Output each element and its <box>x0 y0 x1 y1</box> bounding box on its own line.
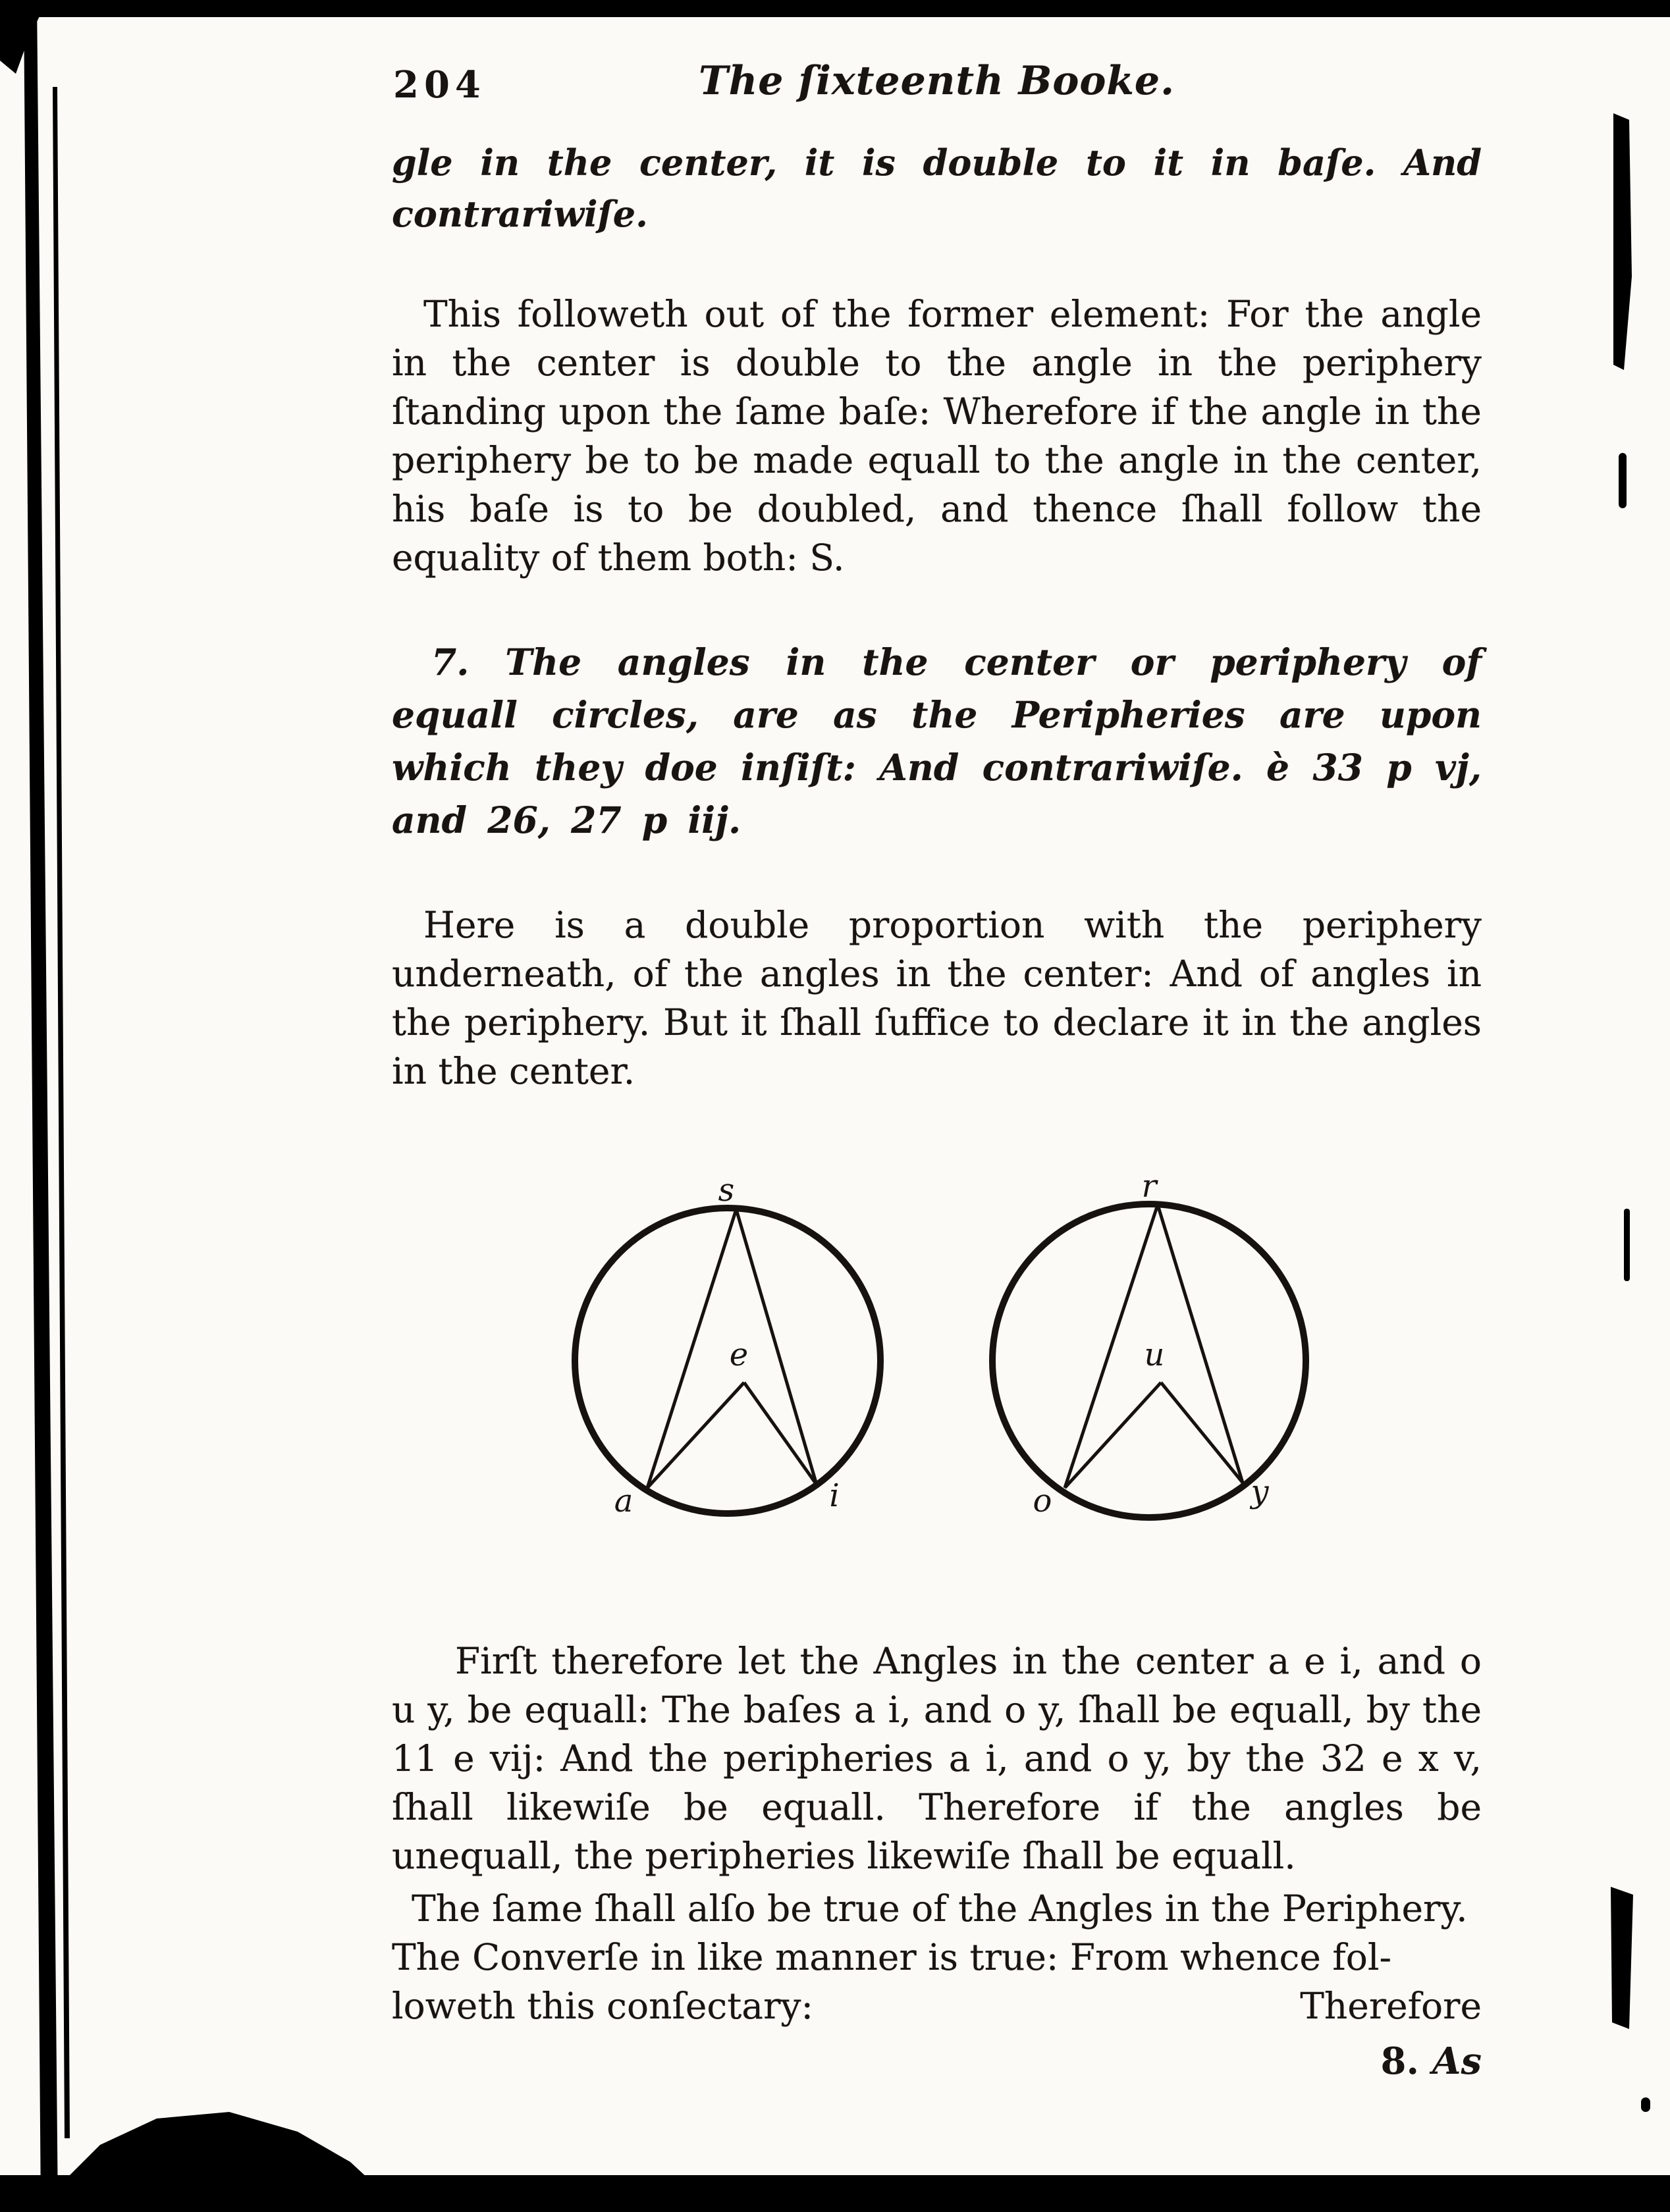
scan-artifact-right-dot <box>1641 2097 1650 2112</box>
left-line-apex-baseleft <box>647 1209 736 1488</box>
diagram-label-y: y <box>1251 1473 1269 1510</box>
left-circle-diagram <box>575 1173 880 1519</box>
text-column <box>392 58 1482 2083</box>
left-line-apex-baseright <box>736 1209 817 1485</box>
paragraph-4-line-3-text: loweth this conſectary: <box>392 1985 813 2027</box>
paragraph-3: Firſt therefore let the Angles in the center a e i, and o u y, be equall: The baſes a i, and o y, ſhall be equall, by the 11 e vij: And the peripheries a i, and o y, by the 32 e x v, ſhall likewiſe be equall. Therefore if the angles be unequall, the peripheries likewiſe ſhall be equall. <box>392 1640 1482 1877</box>
scan-artifact-left-binding-line <box>24 0 58 2212</box>
scan-artifact-top-bar <box>0 0 1670 17</box>
diagram-label-i: i <box>829 1477 840 1514</box>
right-line-apex-baseright <box>1158 1205 1243 1483</box>
catchword <box>392 2040 1482 2083</box>
diagram-label-r: r <box>1141 1173 1157 1205</box>
scan-artifact-bottom-left-blob <box>66 2112 369 2179</box>
diagram-label-u: u <box>1144 1336 1165 1373</box>
left-line-center-baseleft <box>647 1382 744 1488</box>
catchword-word: As <box>1432 2040 1482 2083</box>
paragraph-4-line-1: The ſame ſhall alſo be true of the Angles in the Periphery. <box>412 1887 1468 1930</box>
page-header <box>392 58 1482 115</box>
right-circle-diagram <box>992 1173 1306 1519</box>
scan-artifact-bottom-bar <box>0 2175 1670 2212</box>
diagram-label-a: a <box>614 1483 633 1519</box>
paragraph-1: This followeth out of the former element: For the angle in the center is double to the angle in the periphery ſtanding upon the ſame baſe: Wherefore if the angle in the periphery be to be made equall to the angle in the center, his baſe is to be doubled, and thence ſhall follow the equality of them both: S. <box>392 293 1482 579</box>
paragraph-2: Here is a double proportion with the periphery underneath, of the angles in the center: And of angles in the periphery. But it ſhall ſuffice to declare it in the angles in the center. <box>392 904 1482 1092</box>
scan-artifact-right-mark-2 <box>1624 1209 1630 1281</box>
gloss-continuation: gle in the center, it is double to it in baſe. And contrariwiſe. <box>392 142 1482 235</box>
therefore-word: Therefore <box>1300 1985 1482 2027</box>
right-line-center-baseleft <box>1065 1382 1161 1488</box>
right-line-center-baseright <box>1161 1382 1243 1483</box>
scan-artifact-right-streak-upper <box>1613 113 1632 370</box>
paragraph-4-line-2: The Converſe in like manner is true: From whence fol- <box>392 1936 1392 1978</box>
scan-artifact-right-streak-lower <box>1611 1887 1633 2029</box>
scan-artifact-right-mark-1 <box>1619 453 1627 508</box>
running-title: The ſixteenth Booke. <box>698 58 1175 104</box>
left-circle <box>575 1208 880 1514</box>
scan-artifact-top-left-wedge <box>0 0 47 74</box>
catchword-number: 8. <box>1380 2040 1420 2083</box>
page-number: 204 <box>393 63 486 107</box>
diagram-label-e: e <box>729 1336 749 1373</box>
diagram-label-s: s <box>718 1173 735 1209</box>
paragraph-4-line-3 <box>392 1982 1482 2030</box>
theorem-7: 7. The angles in the center or periphery of equall circles, are as the Peripheries are upon which they doe inſiſt: And contrariwiſe. è 33 p vj, and 26, 27 p iij. <box>392 641 1482 841</box>
circle-diagrams <box>392 1173 1482 1555</box>
scan-artifact-left-thin-line <box>53 87 70 2138</box>
left-line-center-baseright <box>744 1382 817 1485</box>
paragraph-4 <box>392 1884 1482 2030</box>
diagram-label-o: o <box>1033 1483 1052 1519</box>
